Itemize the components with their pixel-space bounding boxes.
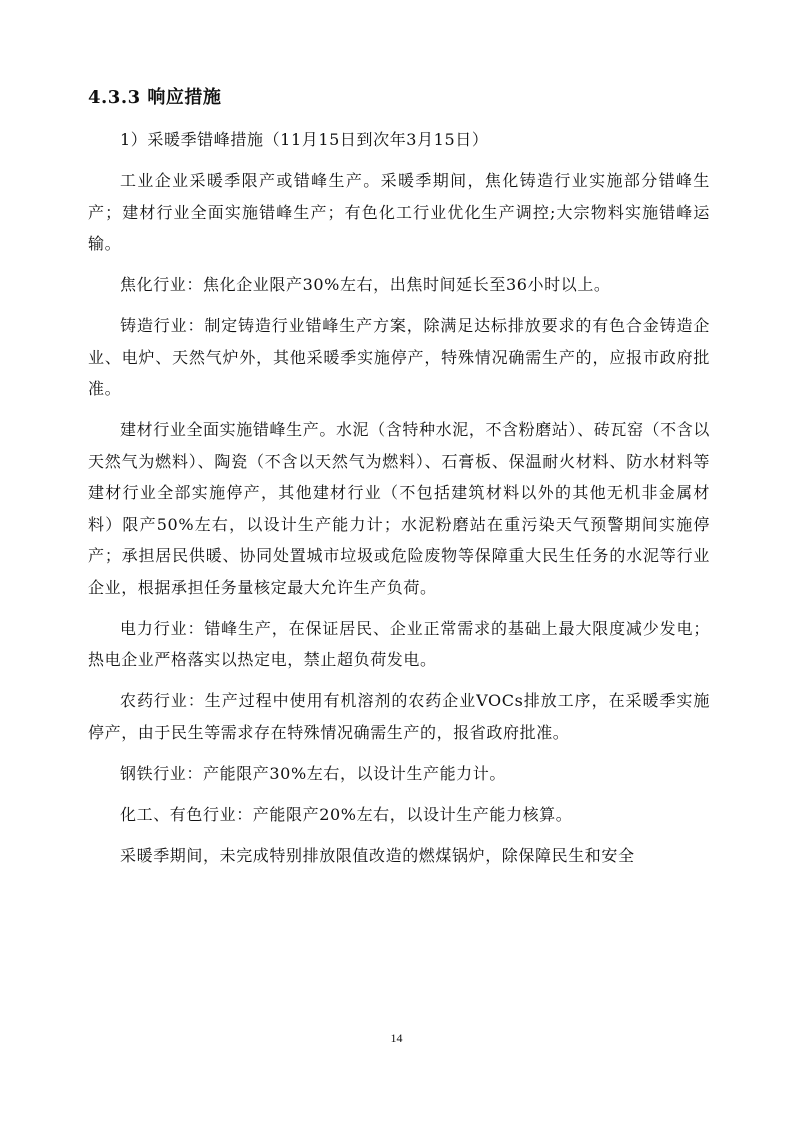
- paragraph-industrial-enterprises: 工业企业采暖季限产或错峰生产。采暖季期间，焦化铸造行业实施部分错峰生产；建材行业全面实施错峰生产；有色化工行业优化生产调控;大宗物料实施错峰运输。: [88, 171, 710, 253]
- paragraph-coking-industry: 焦化行业：焦化企业限产30%左右，出焦时间延长至36小时以上。: [120, 275, 611, 294]
- body-text: [88, 124, 710, 881]
- paragraph-casting-industry: 铸造行业：制定铸造行业错峰生产方案，除满足达标排放要求的有色合金铸造企业、电炉、天然气炉外，其他采暖季实施停产，特殊情况确需生产的，应报市政府批准。: [88, 316, 710, 398]
- paragraph-pesticide-industry: 农药行业：生产过程中使用有机溶剂的农药企业VOCs排放工序，在采暖季实施停产，由于民生等需求存在特殊情况确需生产的，报省政府批准。: [88, 691, 710, 742]
- page-number: 14: [390, 1031, 403, 1045]
- section-title: 4.3.3 响应措施: [88, 87, 222, 108]
- paragraph-steel-industry: 钢铁行业：产能限产30%左右，以设计生产能力计。: [120, 763, 506, 783]
- paragraph-power-industry: 电力行业：错峰生产，在保证居民、企业正常需求的基础上最大限度减少发电；热电企业严格落实以热定电，禁止超负荷发电。: [88, 618, 710, 669]
- paragraph-coal-boilers: 采暖季期间，未完成特别排放限值改造的燃煤锅炉，除保障民生和安全: [120, 845, 635, 865]
- paragraph-chemical-nonferrous: 化工、有色行业：产能限产20%左右，以设计生产能力核算。: [120, 804, 573, 824]
- paragraph-building-materials: 建材行业全面实施错峰生产。水泥（含特种水泥，不含粉磨站）、砖瓦窑（不含以天然气为燃料）、陶瓷（不含以天然气为燃料）、石膏板、保温耐火材料、防水材料等建材行业全部实施停产，其他建材行业（不包括建筑材料以外的其他无机非金属材料）限产50%左右，以设计生产能力计；水泥粉磨站在重污染天气预警期间实施停产；承担居民供暖、协同处置城市垃圾或危险废物等保障重大民生任务的水泥等行业企业，根据承担任务量核定最大允许生产负荷。: [88, 420, 710, 597]
- paragraph-heating-season-measures: 1）采暖季错峰措施（11月15日到次年3月15日）: [120, 130, 489, 149]
